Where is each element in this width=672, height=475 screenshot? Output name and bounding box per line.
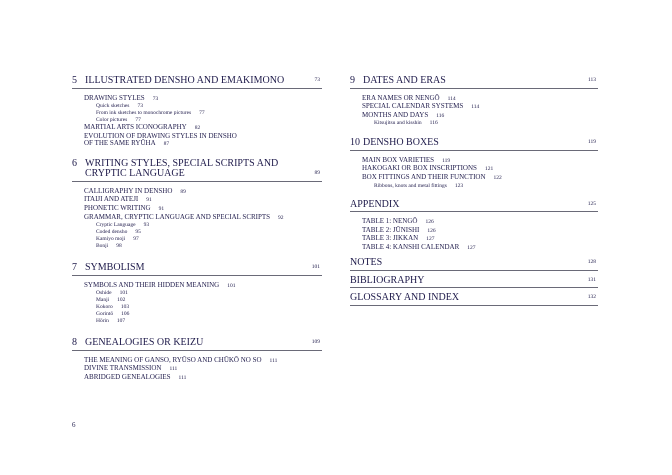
entry-title: TABLE 3: JIKKAN (362, 234, 419, 243)
section-page: 113 (587, 77, 596, 83)
toc-subentry[interactable] (84, 103, 322, 110)
toc-right-column (350, 76, 598, 306)
entry-page: 126 (427, 227, 436, 234)
entry-title: MAIN BOX VARIETIES (362, 155, 435, 164)
section-page: 125 (587, 200, 596, 207)
toc-entry[interactable] (362, 112, 598, 121)
subentry-title: Kokoro (96, 304, 113, 311)
toc-subentry[interactable] (362, 120, 598, 127)
entry-title: SYMBOLS AND THEIR HIDDEN MEANING (84, 280, 220, 289)
section-page: 109 (311, 339, 320, 346)
subentry-page: 77 (199, 110, 205, 117)
subentry-page: 116 (429, 120, 438, 127)
subentry-page: 95 (135, 229, 141, 236)
subentry-title: From ink sketches to monochrome pictures (96, 110, 192, 117)
subentry-page: 93 (143, 222, 150, 229)
subentry-page: 106 (121, 311, 130, 318)
section-heading[interactable] (72, 263, 322, 276)
section-title: ILLUSTRATED DENSHO AND EMAKIMONO (85, 75, 285, 86)
section-title: NOTES (350, 257, 383, 269)
subentry-page: 103 (120, 304, 130, 311)
subentry-title: Kamiyo moji (96, 236, 126, 243)
entry-page: 127 (467, 244, 476, 251)
section-heading[interactable] (350, 76, 598, 89)
toc-entry[interactable] (362, 244, 598, 253)
toc-subentry[interactable] (84, 304, 322, 311)
section-entries (72, 95, 322, 149)
toc-subentry[interactable] (84, 318, 322, 325)
entry-page: 101 (227, 282, 236, 289)
section-title: BIBLIOGRAPHY (350, 274, 425, 286)
entry-page: 111 (269, 357, 278, 364)
subentry-page: 73 (137, 103, 143, 110)
entry-page: 116 (436, 112, 445, 119)
entry-page: 111 (178, 375, 187, 382)
section-title: WRITING STYLES, SPECIAL SCRIPTS AND CRYPTIC LANGUAGE (85, 157, 279, 180)
entry-title: EVOLUTION OF DRAWING STYLES IN DENSHO OF THE SAME RYŪHA (84, 131, 237, 148)
entry-title: ITAIJI AND ATEJI (84, 195, 139, 204)
entry-page: 127 (426, 236, 435, 243)
toc-section (350, 138, 598, 189)
entry-page: 121 (484, 166, 494, 173)
subentry-title: Color pictures (96, 117, 128, 124)
section-heading[interactable] (350, 258, 598, 271)
subentry-title: Kitsujitsu and kisshin (374, 120, 422, 127)
entry-page: 82 (194, 125, 201, 132)
section-title: SYMBOLISM (85, 262, 145, 274)
section-page: 131 (587, 276, 596, 283)
entry-title: PHONETIC WRITING (84, 204, 151, 213)
toc-entry[interactable] (84, 133, 322, 149)
toc-subentry[interactable] (84, 236, 322, 243)
entry-page: 114 (471, 104, 480, 111)
entry-page: 122 (493, 174, 502, 181)
toc-subentry[interactable] (84, 222, 322, 229)
section-title: GLOSSARY AND INDEX (350, 292, 460, 304)
section-page: 119 (587, 139, 596, 146)
toc-section (350, 76, 598, 127)
entry-title: DIVINE TRANSMISSION (84, 364, 162, 373)
entry-page: 91 (158, 206, 165, 213)
section-heading[interactable] (72, 338, 322, 351)
page-number: 6 (72, 421, 76, 429)
entry-title: SPECIAL CALENDAR SYSTEMS (362, 102, 464, 111)
section-page: 101 (311, 264, 320, 271)
section-heading[interactable] (72, 159, 322, 182)
toc-section (350, 293, 598, 306)
section-page: 73 (314, 77, 320, 83)
entry-title: ABRIDGED GENEALOGIES (84, 373, 171, 382)
subentry-page: 107 (116, 318, 126, 325)
entry-title: THE MEANING OF GANSO, RYŪSO AND CHŪKŌ NO SO (84, 355, 262, 364)
entry-title: MONTHS AND DAYS (362, 110, 429, 119)
section-title: DENSHO BOXES (363, 137, 439, 149)
subentry-page: 123 (454, 182, 464, 189)
section-title: GENEALOGIES OR KEIZU (85, 337, 204, 349)
entry-title: ERA NAMES OR NENGŌ (362, 93, 440, 102)
entry-title: GRAMMAR, CRYPTIC LANGUAGE AND SPECIAL SCRIPTS (84, 212, 271, 221)
toc-entry[interactable] (362, 174, 598, 183)
toc-section (72, 338, 322, 382)
section-number: 5 (72, 75, 77, 86)
entry-title: DRAWING STYLES (84, 93, 145, 102)
entry-title: MARTIAL ARTS ICONOGRAPHY (84, 123, 187, 132)
subentry-page: 97 (133, 236, 139, 243)
entry-page: 91 (146, 197, 152, 204)
subentry-title: Cryptic Language (96, 222, 136, 229)
toc-section (350, 276, 598, 289)
toc-left-column (72, 76, 322, 383)
toc-subentry[interactable] (84, 290, 322, 297)
entry-title: TABLE 2: JŪNISHI (362, 225, 420, 234)
toc-entry[interactable] (84, 374, 322, 383)
section-heading[interactable] (72, 76, 322, 89)
subentry-page: 98 (116, 243, 122, 250)
section-entries (72, 282, 322, 326)
section-heading[interactable] (350, 138, 598, 151)
subentry-page: 101 (119, 290, 128, 297)
toc-section (72, 263, 322, 325)
subentry-title: Hōrin (96, 318, 109, 325)
entry-page: 126 (425, 219, 434, 226)
subentry-page: 77 (135, 117, 141, 124)
section-number: 8 (72, 337, 77, 349)
section-number: 10 (350, 137, 360, 149)
section-heading[interactable] (350, 293, 598, 306)
section-number: 9 (350, 75, 355, 86)
subentry-title: Bonji (96, 243, 109, 250)
subentry-page: 102 (117, 297, 126, 304)
entry-page: 87 (163, 141, 170, 148)
toc-section (350, 258, 598, 271)
section-heading[interactable] (350, 200, 598, 213)
section-number: 6 (72, 157, 77, 169)
entry-page: 119 (442, 157, 451, 164)
entry-page: 89 (180, 188, 186, 195)
subentry-title: Ribbons, knots and metal fittings (374, 182, 447, 189)
toc-entry[interactable] (84, 214, 322, 223)
toc-subentry[interactable] (84, 110, 322, 117)
toc-subentry[interactable] (84, 229, 322, 236)
section-entries (350, 95, 598, 128)
section-entries (350, 218, 598, 252)
toc-subentry[interactable] (84, 311, 322, 318)
section-page: 89 (314, 170, 320, 177)
entry-page: 114 (447, 95, 456, 102)
section-entries (72, 357, 322, 383)
toc-subentry[interactable] (362, 183, 598, 190)
subentry-title: Quick sketches (96, 103, 130, 110)
toc-entry[interactable] (84, 282, 322, 291)
entry-title: TABLE 1: NENGŌ (362, 217, 418, 226)
toc-section (72, 76, 322, 149)
section-title: APPENDIX (350, 198, 400, 210)
toc-section (350, 200, 598, 253)
section-title: DATES AND ERAS (363, 75, 446, 86)
subentry-title: Gorintō (96, 311, 114, 318)
toc-subentry[interactable] (84, 243, 322, 250)
section-number: 7 (72, 262, 77, 274)
toc-subentry[interactable] (84, 297, 322, 304)
entry-title: BOX FITTINGS AND THEIR FUNCTION (362, 172, 486, 181)
entry-page: 111 (169, 366, 178, 373)
entry-page: 73 (152, 95, 159, 102)
section-entries (350, 157, 598, 190)
entry-title: HAKOGAKI OR BOX INSCRIPTIONS (362, 164, 477, 173)
subentry-title: Oshide (96, 290, 112, 297)
entry-title: TABLE 4: KANSHI CALENDAR (362, 242, 460, 251)
entry-page: 92 (278, 214, 284, 221)
section-heading[interactable] (350, 276, 598, 289)
section-page: 128 (587, 259, 596, 266)
subentry-title: Manji (96, 297, 110, 304)
entry-title: CALLIGRAPHY IN DENSHO (84, 186, 173, 195)
toc-entry[interactable] (84, 95, 322, 104)
toc-section (72, 159, 322, 250)
subentry-title: Coded densho (96, 229, 128, 236)
section-entries (72, 188, 322, 250)
section-page: 132 (587, 294, 596, 301)
